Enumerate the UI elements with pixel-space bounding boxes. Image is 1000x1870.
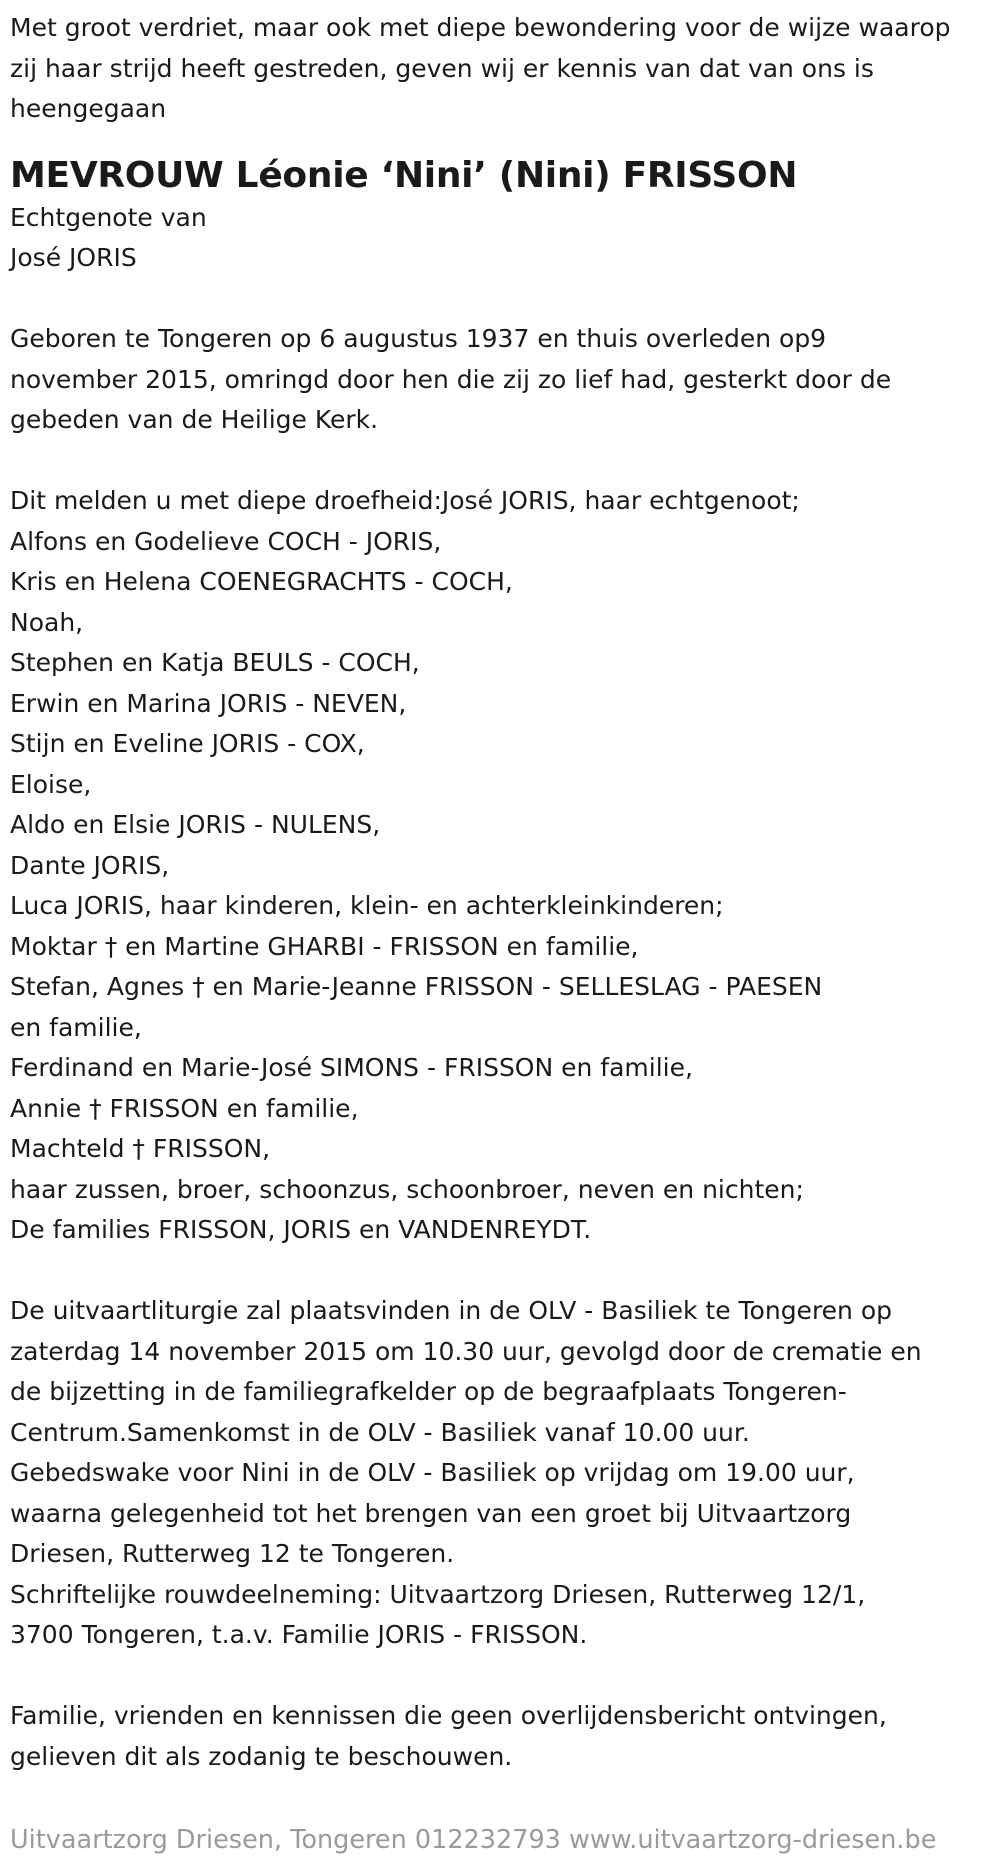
section-gap [10,279,990,320]
family-line: Machteld † FRISSON, [10,1134,271,1163]
family-line: Stijn en Eveline JORIS - COX, [10,729,365,758]
family-line: en familie, [10,1012,142,1042]
family-line: Dit melden u met diepe droefheid:José JORIS, haar echtgenoot; [10,486,800,515]
ceremony-line: De uitvaartliturgie zal plaatsvinden in de OLV - Basiliek te Tongeren op [10,1296,893,1325]
family-line: Dante JORIS, [10,850,170,880]
birth-death-section [10,319,990,441]
ceremony-line: Centrum.Samenkomst in de OLV - Basiliek vanaf 10.00 uur. [10,1417,750,1447]
family-line: De families FRISSON, JORIS en VANDENREYDT. [10,1215,592,1244]
ceremony-section [10,1291,990,1656]
family-line: Moktar † en Martine GHARBI - FRISSON en familie, [10,931,639,961]
ceremony-line: Schriftelijke rouwdeelneming: Uitvaartzorg Driesen, Rutterweg 12/1, [10,1579,866,1609]
birth-death-line: Geboren te Tongeren op 6 augustus 1937 en thuis overleden op9 [10,324,827,353]
intro-text: Met groot verdriet, maar ook met diepe bewondering voor de wijze waarop zij haar strijd heeft gestreden, geven wij er kennis van dat van ons is heengegaan [10,13,951,123]
family-line: Luca JORIS, haar kinderen, klein- en achterkleinkinderen; [10,891,724,920]
section-gap [10,1656,990,1697]
ceremony-line: waarna gelegenheid tot het brengen van een groet bij Uitvaartzorg [10,1498,852,1528]
family-line: Stefan, Agnes † en Marie-Jeanne FRISSON - SELLESLAG - PAESEN [10,972,823,1001]
deceased-name: MEVROUW Léonie ‘Nini’ (Nini) FRISSON [10,154,798,196]
closing-section [10,1696,990,1777]
family-line: haar zussen, broer, schoonzus, schoonbroer, neven en nichten; [10,1174,804,1204]
ceremony-line: de bijzetting in de familiegrafkelder op de begraafplaats Tongeren- [10,1377,847,1406]
ceremony-line: zaterdag 14 november 2015 om 10.30 uur, gevolgd door de crematie en [10,1336,922,1366]
funeral-home-footer: Uitvaartzorg Driesen, Tongeren 012232793 www.uitvaartzorg-driesen.be [10,1825,937,1855]
ceremony-line: Gebedswake voor Nini in de OLV - Basiliek op vrijdag om 19.00 uur, [10,1458,855,1487]
spouse-label: Echtgenote van [10,202,207,232]
spouse-name: José JORIS [10,243,137,272]
ceremony-line: Driesen, Rutterweg 12 te Tongeren. [10,1539,455,1568]
section-gap [10,441,990,482]
family-line: Erwin en Marina JORIS - NEVEN, [10,688,407,718]
birth-death-line: november 2015, omringd door hen die zij zo lief had, gesterkt door de [10,364,892,394]
family-line: Kris en Helena COENEGRACHTS - COCH, [10,567,513,596]
spouse-section [10,198,990,279]
family-line: Noah, [10,607,84,637]
family-section [10,481,990,1251]
family-line: Stephen en Katja BEULS - COCH, [10,648,420,677]
closing-line: gelieven dit als zodanig te beschouwen. [10,1741,513,1771]
birth-death-line: gebeden van de Heilige Kerk. [10,405,379,434]
ceremony-line: 3700 Tongeren, t.a.v. Familie JORIS - FRISSON. [10,1620,588,1649]
family-line: Alfons en Godelieve COCH - JORIS, [10,526,442,556]
family-line: Ferdinand en Marie-José SIMONS - FRISSON en familie, [10,1053,693,1082]
family-line: Eloise, [10,769,92,799]
section-gap [10,1251,990,1292]
closing-line: Familie, vrienden en kennissen die geen overlijdensbericht ontvingen, [10,1701,887,1730]
family-line: Aldo en Elsie JORIS - NULENS, [10,810,381,839]
family-line: Annie † FRISSON en familie, [10,1093,359,1123]
